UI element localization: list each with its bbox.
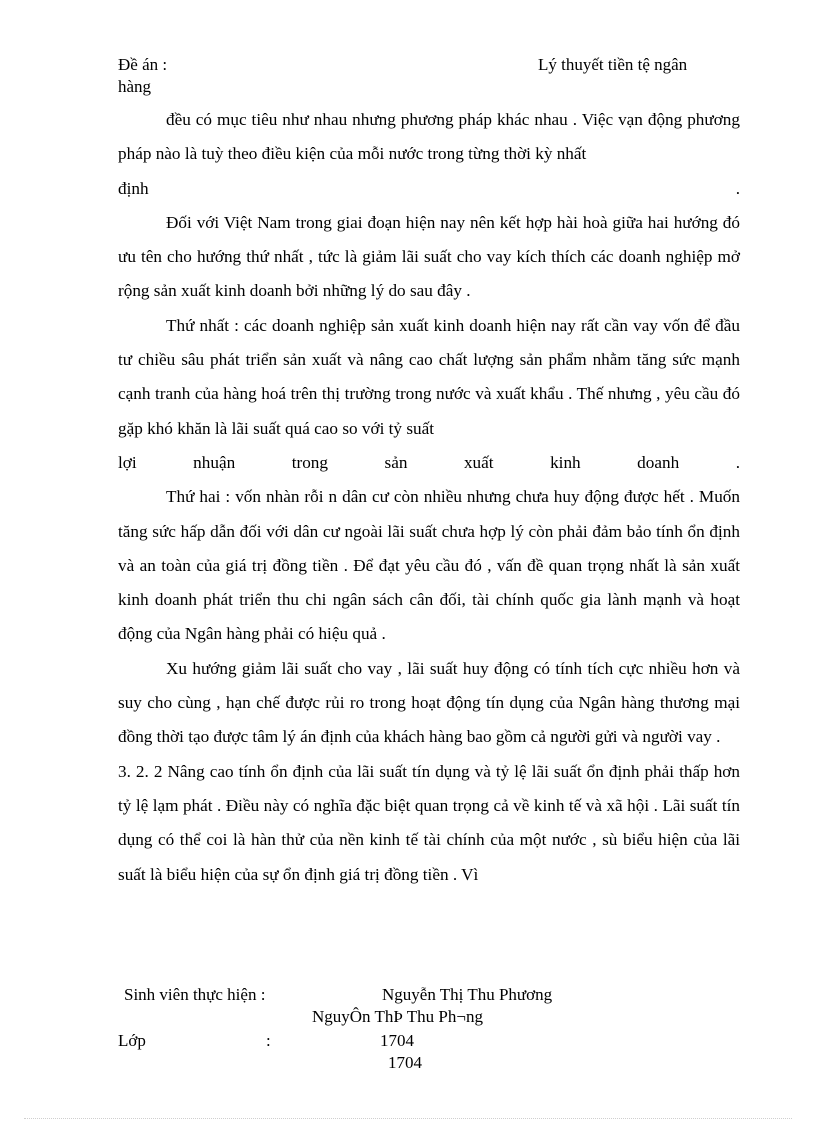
paragraph-5: Xu hướng giảm lãi suất cho vay , lãi suất huy động có tính tích cực nhiều hơn và suy cho cùng , hạn chế được rủi ro trong hoạt động tín dụng của Ngân hàng thương mại đồng thời tạo được tâm lý án định của khách hàng bao gồm cả người gửi và người vay . (118, 658, 740, 747)
student-label: Sinh viên thực hiện : (124, 985, 266, 1004)
header-left-text: Đề án : (118, 55, 168, 74)
header-right-text: Lý thuyết tiền tệ ngân (538, 55, 688, 74)
student-name: Nguyễn Thị Thu Phương (382, 985, 553, 1004)
paragraph-1-last-line (118, 172, 740, 206)
paragraph-3-last-line: lợi nhuận trong sản xuất kinh doanh . (118, 452, 740, 472)
student-name-garbled: NguyÔn ThÞ Thu Ph¬ng (312, 1007, 483, 1026)
document-body (118, 103, 740, 892)
class-label: Lớp (118, 1031, 146, 1050)
class-value-duplicate: 1704 (388, 1053, 422, 1072)
paragraph-1-last-word: định (118, 178, 149, 198)
page-bottom-border (24, 1118, 792, 1119)
paragraph-4: Thứ hai : vốn nhàn rỗi n dân cư còn nhiều nhưng chưa huy động được hết . Muốn tăng sức hấp dẫn đối với dân cư ngoài lãi suất chưa hợp lý còn phải đảm bảo tính ổn định và an toàn của giá trị đồng tiền . Để đạt yêu cầu đó , vấn đề quan trọng nhất là sản xuất kinh doanh phát triển thu chi ngân sách cân đối, tài chính quốc gia lành mạnh và hoạt động của Ngân hàng phải có hiệu quả . (118, 487, 740, 644)
paragraph-1 (118, 103, 740, 172)
class-value: 1704 (380, 1031, 414, 1050)
paragraph-1-last-dot: . (735, 178, 740, 198)
paragraph-6: 3. 2. 2 Nâng cao tính ổn định của lãi suất tín dụng và tỷ lệ lãi suất ổn định phải thấp hơn tỷ lệ lạm phát . Điều này có nghĩa đặc biệt quan trọng cả về kinh tế và xã hội . Lãi suất tín dụng có thể coi là hàn thử của nền kinh tế tài chính của một nước , sù biểu hiện của lãi suất là biểu hiện của sự ổn định giá trị đồng tiền . Vì (118, 761, 740, 884)
header-wrap-text: hàng (118, 77, 152, 96)
class-colon: : (266, 1031, 271, 1050)
paragraph-3: Thứ nhất : các doanh nghiệp sản xuất kinh doanh hiện nay rất cần vay vốn để đầu tư chiều sâu phát triển sản xuất và nâng cao chất lượng sản phẩm nhằm tăng sức mạnh cạnh tranh của hàng hoá trên thị trường trong nước và xuất khẩu . Thế nhưng , yêu cầu đó gặp khó khăn là lãi suất quá cao so với tỷ suất (118, 315, 740, 438)
paragraph-2: Đối với Việt Nam trong giai đoạn hiện nay nên kết hợp hài hoà giữa hai hướng đó ưu tên cho hướng thứ nhất , tức là giảm lãi suất cho vay kích thích các doanh nghiệp mở rộng sản xuất kinh doanh bởi những lý do sau đây . (118, 212, 740, 301)
paragraph-1-text: đều có mục tiêu như nhau nhưng phương pháp khác nhau . Việc vạn động phương pháp nào là tuỳ theo điều kiện của mỗi nước trong từng thời kỳ nhất (118, 110, 740, 164)
